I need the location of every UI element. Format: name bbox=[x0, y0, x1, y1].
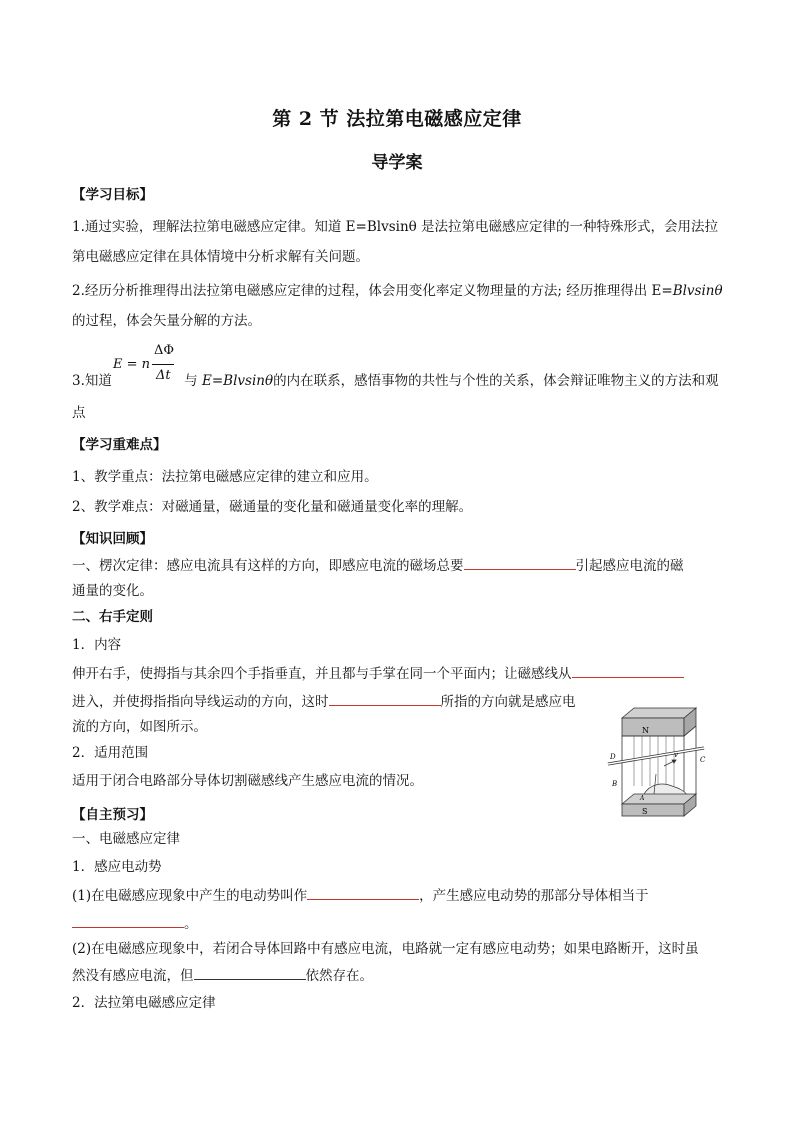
keypoints-heading: 【学习重难点】 bbox=[72, 437, 167, 453]
formula-numerator: ΔΦ bbox=[154, 343, 175, 358]
goal-2-formula: Blvsinθ bbox=[672, 283, 723, 299]
goal-2-line-2: 的过程，体会矢量分解的方法。 bbox=[72, 313, 261, 329]
fraction-bar bbox=[152, 364, 174, 365]
content-line-1 bbox=[72, 664, 684, 683]
p1-text-before: (1)在电磁感应现象中产生的电动势叫作 bbox=[72, 888, 308, 904]
p1-text-end: 。 bbox=[184, 916, 198, 932]
lenz-line-2: 通量的变化。 bbox=[72, 583, 153, 599]
magnet-top bbox=[622, 708, 696, 736]
goals-heading: 【学习目标】 bbox=[72, 187, 153, 203]
lenz-line-1 bbox=[72, 556, 684, 575]
goal-1-line-2: 第电磁感应定律在具体情境中分析求解有关问题。 bbox=[72, 249, 369, 265]
goal-3-rest: 的内在联系，感悟事物的共性与个性的关系，体会辩证唯物主义的方法和观 bbox=[273, 373, 719, 389]
p2-blank[interactable] bbox=[194, 966, 306, 980]
p1-blank-1[interactable] bbox=[307, 886, 419, 900]
conductor-rod bbox=[608, 748, 704, 764]
content-line-2 bbox=[72, 692, 576, 711]
lenz-blank[interactable] bbox=[464, 556, 576, 570]
keypoint-1: 1、教学重点：法拉第电磁感应定律的建立和应用。 bbox=[72, 469, 378, 485]
label-d: D bbox=[610, 753, 616, 761]
label-v: v bbox=[674, 751, 678, 759]
label-s: S bbox=[642, 807, 648, 816]
content-text-2b: 所指的方向就是感应电 bbox=[440, 694, 576, 710]
label-c: C bbox=[700, 756, 706, 764]
goal-3-line-2: 点 bbox=[72, 405, 86, 421]
preview-heading: 【自主预习】 bbox=[72, 807, 153, 823]
content-text-1: 伸开右手，使拇指与其余四个手指垂直，并且都与手掌在同一个平面内；让磁感线从 bbox=[72, 666, 572, 682]
formula-lhs: E = n bbox=[113, 357, 151, 372]
label-a: A bbox=[640, 795, 645, 802]
preview-p2-line-2 bbox=[72, 966, 373, 985]
right-hand-rule-figure bbox=[604, 704, 712, 824]
preview-p2-line-1: (2)在电磁感应现象中，若闭合导体回路中有感应电流，电路就一定有感应电动势；如果电路断开，这时虽 bbox=[72, 941, 699, 957]
preview-p1-line-1 bbox=[72, 886, 649, 905]
review-heading: 【知识回顾】 bbox=[72, 531, 153, 547]
lenz-text-before: 一、楞次定律：感应电流具有这样的方向，即感应电流的磁场总要 bbox=[72, 558, 464, 574]
goal-2-text: 2.经历分析推理得出法拉第电磁感应定律的过程，体会用变化率定义物理量的方法; 经历推理得出 E= bbox=[72, 283, 673, 299]
formula-denominator: Δt bbox=[156, 368, 171, 383]
content-blank-2[interactable] bbox=[329, 692, 441, 706]
field-lines bbox=[634, 736, 674, 786]
page-title: 第 2 节 法拉第电磁感应定律 bbox=[272, 108, 522, 130]
goal-3-mid: 与 bbox=[179, 373, 202, 389]
emf-heading: 1．感应电动势 bbox=[72, 859, 162, 875]
content-line-3: 流的方向，如图所示。 bbox=[72, 719, 207, 735]
faraday-formula bbox=[113, 343, 183, 387]
content-heading: 1．内容 bbox=[72, 637, 122, 653]
faraday-heading: 2．法拉第电磁感应定律 bbox=[72, 995, 216, 1011]
scope-heading: 2．适用范围 bbox=[72, 745, 149, 761]
label-n: N bbox=[642, 726, 649, 735]
scope-text: 适用于闭合电路部分导体切割磁感线产生感应电流的情况。 bbox=[72, 773, 423, 789]
keypoint-2: 2、教学难点：对磁通量，磁通量的变化量和磁通量变化率的理解。 bbox=[72, 499, 473, 515]
p2-text-after: 依然存在。 bbox=[305, 968, 373, 984]
p1-blank-2[interactable] bbox=[72, 914, 184, 928]
p2-text-before: 然没有感应电流，但 bbox=[72, 968, 194, 984]
content-blank-1[interactable] bbox=[572, 664, 684, 678]
law-heading: 一、电磁感应定律 bbox=[72, 831, 180, 847]
preview-p1-line-2 bbox=[72, 914, 198, 933]
p1-text-after: ，产生感应电动势的那部分导体相当于 bbox=[419, 888, 649, 904]
content-text-2a: 进入，并使拇指指向导线运动的方向，这时 bbox=[72, 694, 329, 710]
label-b: B bbox=[612, 780, 618, 788]
magnet-bottom bbox=[622, 794, 696, 816]
page-subtitle: 导学案 bbox=[371, 153, 423, 173]
lenz-text-after: 引起感应电流的磁 bbox=[575, 558, 684, 574]
goal-2-line-1 bbox=[72, 282, 723, 300]
goal-3-prefix: 3.知道 bbox=[72, 373, 112, 389]
goal-1-line-1: 1.通过实验，理解法拉第电磁感应定律。知道 E=Blvsinθ 是法拉第电磁感应定律的一种特殊形式，会用法拉 bbox=[72, 219, 719, 235]
right-hand-heading: 二、右手定则 bbox=[72, 609, 153, 625]
goal-3-formula-2: E=Blvsinθ bbox=[201, 373, 274, 389]
